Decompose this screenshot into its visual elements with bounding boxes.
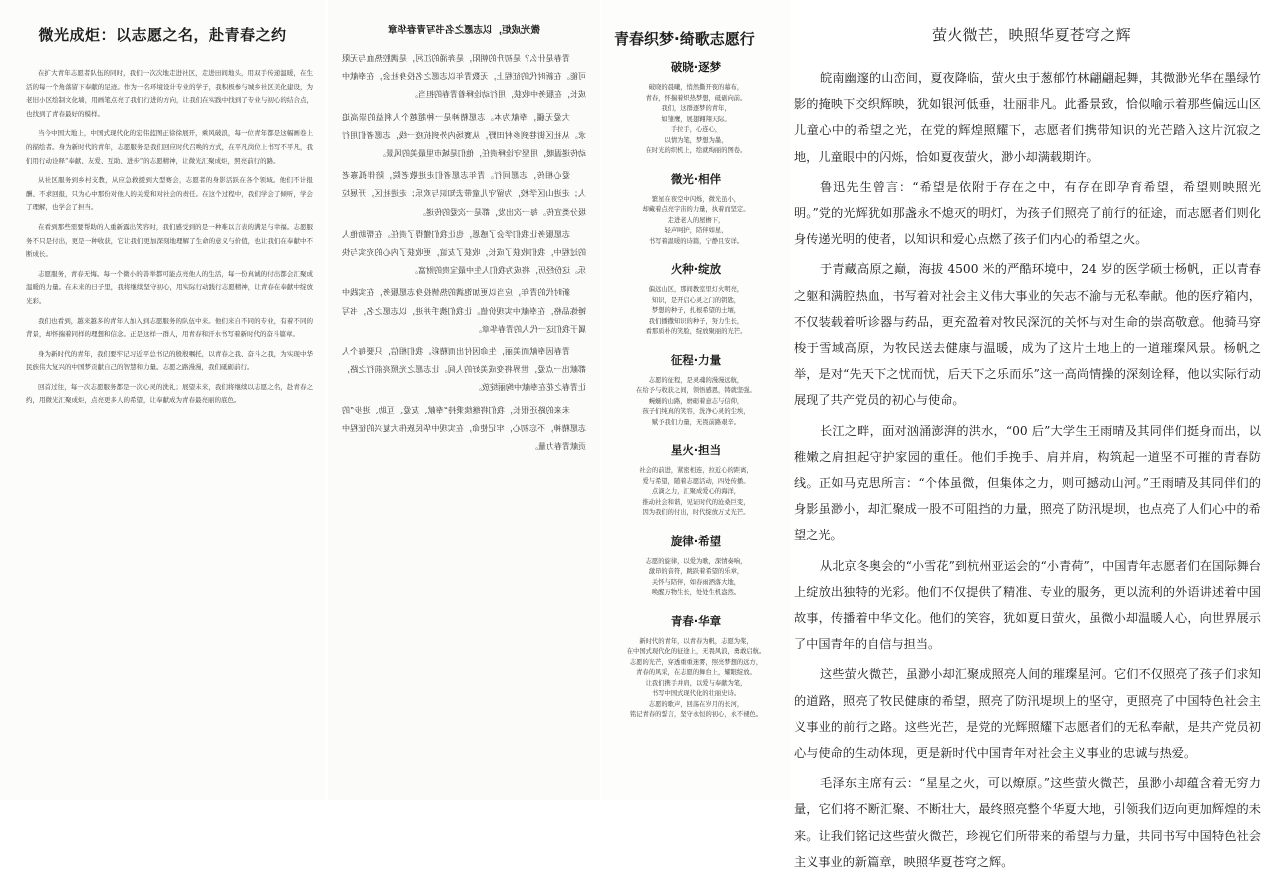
section-heading: 青春·华章	[670, 613, 722, 628]
poem-line: 赋予我们力量，无畏前路艰辛。	[651, 418, 741, 426]
section-heading: 旋律·希望	[670, 533, 722, 548]
page-2-body	[342, 50, 586, 456]
poem-line: 推动社会和谐，见证时代的沧桑巨变，	[642, 498, 750, 506]
poem-line: 蜿蜒的山路，磨砺着意志与信仰，	[648, 397, 744, 405]
poem-line: 让我们携手并肩，以爱与奉献为笔，	[645, 679, 747, 687]
paragraph: 爱心相传，志愿同行。青年志愿者们走进敬老院，陪伴孤寡老人；走进山区学校，为留守儿童带去知识与欢乐；走进社区，开展垃圾分类宣传。每一次出发，都是一次爱的传递。	[342, 171, 586, 217]
poem-line: 孩子们纯真的笑容，洗净心灵的尘埃，	[642, 408, 750, 415]
poem-section	[602, 59, 790, 157]
poem-section	[602, 261, 790, 338]
paragraph: 毛泽东主席有云：“星星之火，可以燎原。”这些萤火微芒，虽渺小却蕴含着无穷力量，它们将不断汇聚、不断壮大，最终照亮整个华夏大地，引领我们迈向更加辉煌的未来。让我们铭记这些萤火微芒，珍视它们所带来的希望与力量，共同书写中国特色社会主义事业的新篇章，映照华夏苍穹之辉。	[794, 776, 1261, 869]
paragraph: 在看到那些需要帮助的人重新露出笑容时，我们感受到的是一种难以言表的满足与幸福。志愿服务不只是付出，更是一种收获，它让我们更加深刻地理解了生命的意义与价值，也让我们在奉献中不断成长。	[26, 222, 313, 259]
poem-line: 轻声呵护，陪伴如星，	[664, 227, 728, 234]
paragraph: 志愿服务让我们学会了感恩，也让我们懂得了责任。在帮助他人的过程中，我们收获了成长，收获了友谊，更收获了内心的充实与快乐。这份经历，将成为我们人生中最宝贵的财富。	[342, 229, 586, 276]
poem-line: 繁星在夜空中闪烁，微光虽小，	[651, 195, 741, 203]
document-page-3	[602, 0, 790, 800]
paragraph: 青春因奉献而美丽，生命因付出而精彩。我们相信，只要每个人都献出一点爱，世界将变成美好的人间。让志愿之光照亮前行之路，让青春之花在奉献中绚丽绽放。	[342, 347, 586, 393]
poem-line: 如雏鹰，展翅翱翔天际。	[661, 115, 731, 123]
section-heading: 征程·力量	[670, 352, 722, 367]
page-4-title: 萤火微芒，映照华夏苍穹之辉	[932, 26, 1131, 44]
poem-line: 走进老人的屋檐下，	[667, 216, 725, 224]
poem-line: 看那质朴的笑脸，绽放聚丽的光芒。	[645, 328, 747, 335]
paragraph: 从北京冬奥会的“小雪花”到杭州亚运会的“小青荷”，中国青年志愿者们在国际舞台上绽放出独特的光彩。他们不仅提供了精准、专业的服务，更以流利的外语讲述着中国故事，传播着中华文化。他们的笑容，犹如夏日萤火，虽微小却温暖人心，向世界展示了中国青年的自信与担当。	[794, 558, 1261, 652]
poem-line: 关怀与陪伴，如春雨洒落大地，	[651, 578, 741, 586]
poem-line: 在中国式现代化的征途上，无畏风浪，勇敢启航。	[626, 648, 766, 655]
poem-line: 书写着温暖的诗篇，宁静且安详。	[648, 237, 744, 245]
page-1-body	[26, 67, 313, 408]
poem-line: 志愿的光芒，穿透重重迷雾，照亮梦想的远方，	[629, 658, 763, 666]
page-2-mirrored-content	[328, 0, 600, 800]
paragraph: 皖南幽邃的山峦间，夏夜降临，萤火虫于葱郁竹林翩翩起舞，其微渺光华在墨绿竹影的掩映下交织辉映，犹如银河低垂，壮丽非凡。此番景致，恰似喻示着那些偏远山区儿童心中的希望之光，在党的辉煌照耀下，志愿者们携带知识的光芒踏入这片沉寂之地，儿童眼中的闪烁，恰如夏夜萤火，渺小却满载期许。	[794, 71, 1261, 164]
poem-line: 我们播撒知识的种子，努力生长，	[648, 317, 744, 325]
poem-line: 社会的前进，紧密相连，拉近心的距离，	[639, 467, 753, 474]
poem-section	[602, 442, 790, 519]
poem-line: 志愿的歌声，回荡在岁月的长河，	[648, 700, 744, 708]
page-1-title: 微光成炬：以志愿之名，赴青春之约	[38, 26, 287, 44]
poem-line: 唤醒万物生长，处处生机盎然。	[651, 589, 741, 596]
poem-line: 梦想的种子，扎根希望的土壤，	[651, 307, 741, 314]
section-heading: 微光·相伴	[670, 171, 722, 186]
page-2-title: 微光成炬，以志愿之名书写青春华章	[388, 25, 541, 36]
section-heading: 星火·担当	[670, 443, 722, 457]
paragraph: 我们也看到，越来越多的青年人加入到志愿服务的队伍中来。他们来自不同的专业，有着不同的背景，却怀揣着同样的理想和信念。正是这样一群人，用青春和汗水书写着新时代的奋斗篇章。	[26, 316, 313, 339]
poem-line: 在时光的织机上，绘就绚丽的图卷。	[645, 147, 747, 154]
poem-sections	[602, 59, 790, 721]
poem-line: 偏远山区，那间教室里灯火明亮，	[648, 286, 744, 293]
page-4-body	[794, 65, 1261, 875]
poem-line: 激昂的音符，跳跃着希望的乐章，	[648, 568, 744, 575]
poem-section	[602, 352, 790, 429]
document-page-4	[790, 0, 1273, 869]
poem-line: 因为我们的付出，时代绽放万丈光芒。	[642, 509, 750, 516]
paragraph: 当今中国大地上，中国式现代化的宏伟蓝图正徐徐展开，乘风破浪，每一位青年都是这幅画卷上的描绘者。身为新时代的青年，志愿服务是我们回应时代召唤的方式，在平凡岗位上书写不平凡，我们用行动诠释“奉献、友爱、互助、进步”的志愿精神，让微光汇聚成炬，照亮前行的路。	[26, 129, 313, 165]
poem-section	[602, 171, 790, 248]
poem-line: 铭记青春的誓言，坚守永恒的初心，永不褪色。	[629, 711, 763, 718]
poem-line: 在给予与收获之间，领悟感恩，铸就坚强。	[636, 387, 756, 394]
poem-line: 以情为笔，梦想为墨，	[664, 136, 728, 144]
section-heading: 破晓·逐梦	[670, 60, 722, 74]
paragraph: 鲁迅先生曾言：“希望是依附于存在之中，有存在即孕育希望，希望则映照光明。”党的光辉犹如那盏永不熄灭的明灯，为孩子们照亮了前行的征途，而志愿者们则化身传递光明的使者，以知识和爱心点燃了孩子们内心的希望之火。	[794, 179, 1261, 247]
document-page-1	[0, 0, 325, 800]
poem-line: 爱与希望，随着志愿活动，四处传播。	[642, 477, 750, 485]
poem-line: 青春，怀揣着炽热梦想，砥砺向前。	[645, 94, 747, 102]
poem-line: 点滴之力，汇聚成爱心的海洋，	[651, 488, 741, 495]
paragraph: 身为新时代的青年，我们要牢记习近平总书记的殷殷嘱托，以青春之我、奋斗之我，为实现中华民族伟大复兴的中国梦贡献自己的智慧和力量。志愿之路漫漫，我们砥砺前行。	[26, 349, 313, 372]
page-3-title: 青春织梦·绮歌志愿行	[614, 30, 755, 48]
section-heading: 火种·绽放	[670, 262, 722, 276]
poem-line: 志愿的征程，是灵魂的漫漫远航，	[648, 376, 744, 384]
poem-section	[602, 613, 790, 721]
poem-line: 破晓的晨曦，悄然撕开夜的幕布，	[648, 84, 744, 91]
paragraph: 长江之畔，面对汹涌澎湃的洪水，“00 后”大学生王雨晴及其同伴们挺身而出，以稚嫩之肩担起守护家园的重任。他们手挽手、肩并肩，构筑起一道坚不可摧的青春防线。正如马克思所言：“个体虽微，但集体之力，则可撼动山河。”王雨晴及其同伴们的身影虽渺小，却汇聚成一股不可阻挡的力量，照亮了防汛堤坝，也点亮了人们心中的希望之光。	[794, 423, 1261, 543]
paragraph: 青春是什么？是初升的朝阳，是奔涌的江河，是满腔热血与无限可能。在新时代的征程上，无数青年以志愿之名投身社会，在奉献中成长，在服务中收获，用行动诠释着青春的担当。	[342, 54, 586, 100]
poem-section	[602, 533, 790, 599]
poem-line: 却藏着点亮宇宙的力量，执着而坚定。	[642, 206, 750, 213]
paragraph: 在扩大青年志愿者队伍的同时，我们一次次地走进社区，走进田间地头，用双手传递温暖，在生活的每一个角落留下奉献的足迹。作为一名环境设计专业的学子，我积极参与城乡社区美化建设，为老旧小区绘制文化墙，用画笔点亮了我们行进的方向，让我们在实践中找到了专业与初心的结合点，也找到了青春最好的模样。	[26, 69, 313, 118]
poem-line: 知识，是开启心灵之门的钥匙，	[651, 296, 741, 304]
poem-line: 书写中国式现代化的壮丽史诗。	[651, 690, 741, 697]
paragraph: 新时代的青年，应当以更加饱满的热情投身志愿服务，在实践中锤炼品格，在奉献中实现价值。让我们携手并进，以志愿之名，书写属于我们这一代人的青春华章。	[342, 288, 586, 334]
poem-line: 我们，这群逐梦的青年，	[661, 105, 731, 112]
document-page-2	[328, 0, 600, 800]
paragraph: 这些萤火微芒，虽渺小却汇聚成照亮人间的璀璨星河。它们不仅照亮了孩子们求知的道路，照亮了牧民健康的希望，照亮了防汛堤坝上的坚守，更照亮了中国特色社会主义事业的前行之路。这些光芒，是党的光辉照耀下志愿者们的无私奉献，是共产党员初心与使命的生动体现，更是新时代中国青年对社会主义事业的忠诚与热爱。	[794, 667, 1261, 761]
paragraph: 志愿服务，青春无悔。每一个微小的善举都可能点亮他人的生活，每一份真诚的付出都会汇聚成温暖的力量。在未来的日子里，我将继续坚守初心，用实际行动践行志愿精神，让青春在奉献中绽放光彩。	[26, 269, 313, 305]
paragraph: 回首过往，每一次志愿服务都是一次心灵的洗礼；展望未来，我们将继续以志愿之名，赴青春之约，用微光汇聚成炬，点亮更多人的希望，让奉献成为青春最亮丽的底色。	[26, 382, 313, 405]
poem-line: 新时代的青年，以青春为帆，志愿为桨，	[639, 637, 753, 645]
paragraph: 从社区服务到乡村支教，从应急救援到大型赛会，志愿者的身影活跃在各个领域。他们不计报酬、不求回报，只为心中那份对他人的关爱和对社会的责任。在这个过程中，我们学会了倾听，学会了理解，也学会了担当。	[26, 176, 313, 212]
paragraph: 未来的路还很长，我们将继续秉持“奉献、友爱、互助、进步”的志愿精神，不忘初心，牢记使命，在实现中华民族伟大复兴的征程中贡献青春力量。	[342, 405, 586, 452]
poem-line: 青春的风采，在志愿的舞台上，耀眼绽放。	[636, 669, 756, 676]
poem-line: 手拉手，心连心，	[670, 126, 722, 133]
paragraph: 于青藏高原之巅，海拔 4500 米的严酷环境中，24 岁的医学硕士杨帆，正以青春之躯和满腔热血，书写着对社会主义伟大事业的矢志不渝与无私奉献。他的医疗箱内，不仅装载着听诊器与药品，更充盈着对牧民深沉的关怀与对生命的崇高敬意。他骑马穿梭于雪域高原，为牧民送去健康与温暖，成为了这片土地上的一道璀璨风景。杨帆之举，是对“先天下之忧而忧，后天下之乐而乐”这一高尚情操的深刻诠释，他以实际行动展现了共产党员的初心与使命。	[794, 262, 1261, 408]
paragraph: 大爱无疆，奉献为本。志愿精神是一种超越个人利益的崇高追求。从社区街巷到乡村田野，从赛场内外到抗疫一线，志愿者们用行动传递温暖，用坚守诠释责任，他们是城市里最美的风景。	[342, 112, 586, 159]
poem-line: 志愿的旋律，以爱为歌，深情奏响，	[645, 557, 747, 565]
